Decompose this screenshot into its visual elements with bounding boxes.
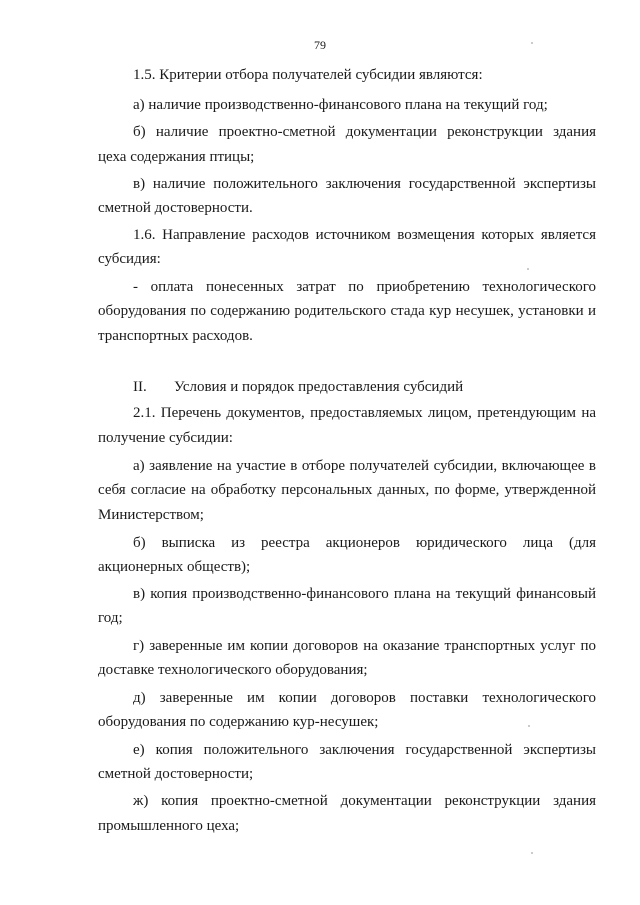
section-title: Условия и порядок предоставления субсидий: [174, 379, 464, 395]
list-item-line: е) копия положительного заключения государственной экспертизы: [133, 742, 596, 758]
paragraph-line: - оплата понесенных затрат по приобретению технологического: [133, 279, 596, 295]
list-item-line: год;: [98, 610, 123, 626]
paragraph-line: сметной достоверности.: [98, 200, 253, 216]
list-item-line: себя согласие на обработку персональных данных, по форме, утвержденной: [98, 482, 596, 498]
list-item-line: б) выписка из реестра акционеров юридического лица (для: [133, 535, 596, 551]
list-item-line: ж) копия проектно-сметной документации реконструкции здания: [133, 793, 596, 809]
section-number: II.: [133, 379, 147, 395]
scan-speck: [531, 852, 533, 854]
paragraph-line: 2.1. Перечень документов, предоставляемых лицом, претендующим на: [133, 405, 596, 421]
list-item-line: акционерных обществ);: [98, 559, 251, 575]
paragraph-line: оборудования по содержанию родительского стада кур несушек, установки и: [98, 303, 596, 319]
paragraph-line: транспортных расходов.: [98, 328, 253, 344]
paragraph-line: получение субсидии:: [98, 430, 233, 446]
paragraph-line: 1.6. Направление расходов источником возмещения которых является: [133, 227, 596, 243]
paragraph-line: субсидия:: [98, 251, 161, 267]
scan-speck: [528, 725, 530, 727]
paragraph-line: цеха содержания птицы;: [98, 149, 255, 165]
list-item-line: оборудования по содержанию кур-несушек;: [98, 714, 379, 730]
list-item-line: доставке технологического оборудования;: [98, 662, 368, 678]
list-item-line: в) копия производственно-финансового плана на текущий финансовый: [133, 586, 596, 602]
list-item-line: а) заявление на участие в отборе получателей субсидии, включающее в: [133, 458, 596, 474]
scan-speck: [531, 42, 533, 44]
page-number: 79: [314, 38, 326, 52]
paragraph-line: а) наличие производственно-финансового плана на текущий год;: [133, 97, 548, 113]
paragraph-line: б) наличие проектно-сметной документации реконструкции здания: [133, 124, 596, 140]
list-item-line: г) заверенные им копии договоров на оказание транспортных услуг по: [133, 638, 596, 654]
list-item-line: д) заверенные им копии договоров поставки технологического: [133, 690, 596, 706]
list-item-line: сметной достоверности;: [98, 766, 254, 782]
list-item-line: промышленного цеха;: [98, 818, 240, 834]
paragraph-line: в) наличие положительного заключения государственной экспертизы: [133, 176, 596, 192]
list-item-line: Министерством;: [98, 507, 204, 523]
scan-speck: [527, 268, 529, 270]
paragraph-line: 1.5. Критерии отбора получателей субсидии являются:: [133, 67, 483, 83]
